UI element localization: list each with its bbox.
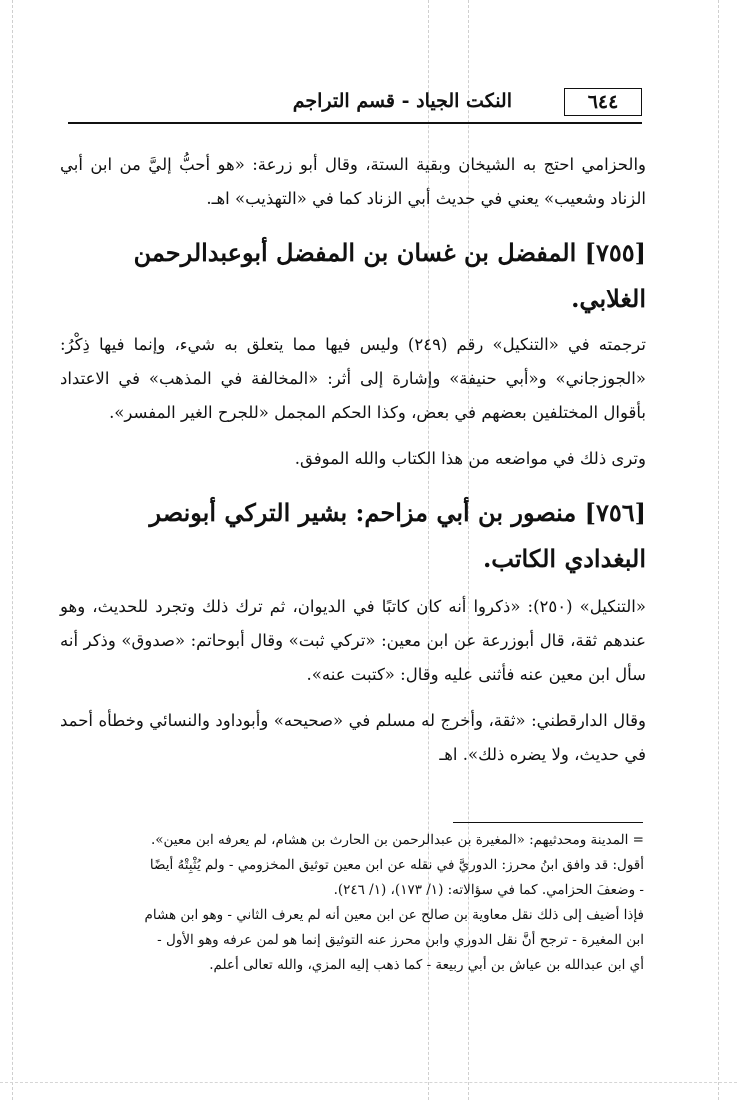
main-text bbox=[60, 148, 646, 772]
footnote-separator bbox=[453, 822, 643, 823]
footnotes bbox=[60, 828, 644, 978]
footnote-line: أي ابن عبدالله بن عياش بن أبي ربيعة - كما ذهب إليه المزي، والله تعالى أعلم. bbox=[209, 957, 644, 973]
scan-guide-line bbox=[0, 1082, 737, 1083]
entry-heading-756: [٧٥٦] منصور بن أبي مزاحم: بشير التركي أبونصر البغدادي الكاتب. bbox=[149, 498, 646, 573]
entry-heading-755: [٧٥٥] المفضل بن غسان بن المفضل أبوعبدالرحمن الغلابي. bbox=[133, 238, 646, 313]
scan-guide-line bbox=[718, 0, 719, 1100]
footnote-line: ابن المغيرة - ترجح أنَّ نقل الدوري وابن محرز عنه التوثيق إنما هو لمن عرفه وهو الأول - bbox=[157, 932, 644, 948]
header-title: النكت الجياد - قسم التراجم bbox=[292, 90, 512, 112]
paragraph-755-closing: وترى ذلك في مواضعه من هذا الكتاب والله الموفق. bbox=[294, 449, 646, 468]
paragraph-755-biography: ترجمته في «التنكيل» رقم (٢٤٩) وليس فيها مما يتعلق به شيء، وإنما فيها ذِكْرُ: «الجوزجاني» و«أبي حنيفة» وإشارة إلى أثر: «المخالفة في المذهب» في الاعتداد بأقوال المختلفين بعضهم في بعض، وكذا الحكم المجمل «للجرح الغير المفسر». bbox=[60, 335, 646, 422]
running-header bbox=[68, 84, 642, 124]
footnote-line: أقول: قد وافق ابنُ محرز: الدوريَّ في نقله عن ابن معين توثيق المخزومي - ولم يُثْبِتْهُ أيضًا bbox=[149, 857, 644, 873]
footnote-line: فإذا أضيف إلى ذلك نقل معاوية بن صالح عن ابن معين أنه لم يعرف الثاني - وهو ابن هشام bbox=[144, 907, 644, 923]
paragraph-hizami: والحزامي احتج به الشيخان وبقية الستة، وقال أبو زرعة: «هو أحبُّ إليَّ من ابن أبي الزناد وشعيب» يعني في حديث أبي الزناد كما في «التهذيب» اهـ. bbox=[60, 155, 646, 208]
paragraph-756-tankil: «التنكيل» (٢٥٠): «ذكروا أنه كان كاتبًا في الديوان، ثم ترك ذلك وتجرد للحديث، وهو عندهم ثقة، قال أبوزرعة عن ابن معين: «تركي ثبت» وقال أبوحاتم: «صدوق» وذكر أنه سأل ابن معين عنه فأثنى عليه وقال: «كتبت عنه». bbox=[60, 597, 646, 684]
footnote-line: = المدينة ومحدثيهم: «المغيرة بن عبدالرحمن بن الحارث بن هشام، لم يعرفه ابن معين». bbox=[150, 832, 644, 848]
footnote-line: - وضعفَ الحزامي. كما في سؤالاته: (١/ ١٧٣)، (١/ ٢٤٦). bbox=[333, 882, 644, 898]
paragraph-756-daraqutni: وقال الدارقطني: «ثقة، وأخرج له مسلم في «صحيحه» وأبوداود والنسائي وخطأه أحمد في حديث، ولا يضره ذلك». اهـ bbox=[60, 711, 646, 764]
header-rule bbox=[68, 122, 642, 124]
page-number: ٦٤٤ bbox=[564, 88, 642, 116]
scan-guide-line bbox=[12, 0, 13, 1100]
